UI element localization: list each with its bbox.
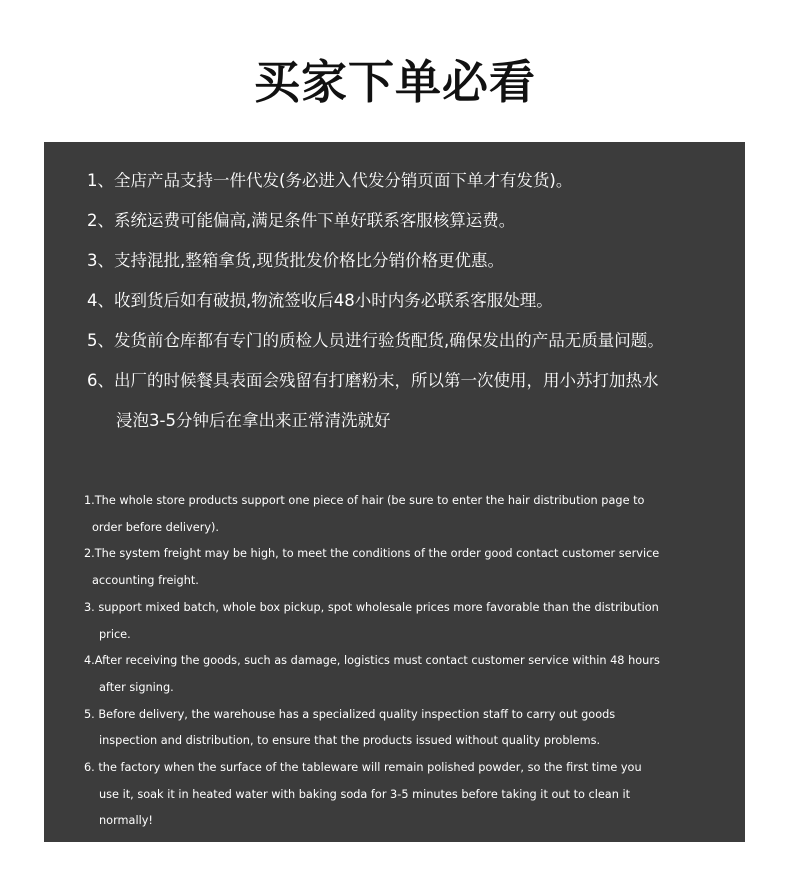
notice-item-en-5-line-2: inspection and distribution, to ensure that the products issued without quality problems. [99,734,601,748]
notice-item-en-1-line-1: 1.The whole store products support one piece of hair (be sure to enter the hair distribution page to [84,494,645,507]
notice-item-cn-2: 2、系统运费可能偏高,满足条件下单好联系客服核算运费。 [87,211,516,230]
notice-list-chinese [87,170,727,450]
notice-item-en-4 [84,648,734,701]
notice-item-en-6-line-1: 6. the factory when the surface of the tableware will remain polished powder, so the first time you [84,761,642,775]
notice-item-en-3 [84,595,734,648]
notice-item-cn-6-continued: 浸泡3-5分钟后在拿出来正常清洗就好 [116,411,391,430]
notice-list-english [84,488,734,835]
notice-item-en-6-line-2: use it, soak it in heated water with baking soda for 3-5 minutes before taking it out to clean it [99,787,631,801]
notice-item-en-4-line-1: 4.After receiving the goods, such as damage, logistics must contact customer service within 48 hours [84,654,660,668]
page-title: 买家下单必看 [254,55,536,109]
notice-panel [44,142,745,842]
notice-item-en-4-line-2: after signing. [99,680,174,694]
notice-item-en-2-line-2: accounting freight. [92,574,199,588]
notice-item-cn-6: 6、出厂的时候餐具表面会残留有打磨粉末，所以第一次使用，用小苏打加热水 [87,371,659,390]
notice-item-en-6 [84,755,734,835]
notice-item-cn-5: 5、发货前仓库都有专门的质检人员进行验货配货,确保发出的产品无质量问题。 [87,331,664,350]
notice-item-en-2 [84,541,734,594]
notice-item-cn-3: 3、支持混批,整箱拿货,现货批发价格比分销价格更优惠。 [87,251,504,270]
notice-item-cn-1: 1、全店产品支持一件代发(务必进入代发分销页面下单才有发货)。 [87,171,573,190]
notice-item-en-3-line-1: 3. support mixed batch, whole box pickup, spot wholesale prices more favorable than the distribution [84,600,659,614]
notice-item-en-3-line-2: price. [99,627,131,641]
notice-item-cn-4: 4、收到货后如有破损,物流签收后48小时内务必联系客服处理。 [87,291,553,310]
notice-item-en-1-line-2: order before delivery). [92,520,220,534]
notice-item-en-1 [84,488,734,541]
notice-item-en-6-line-3: normally! [99,814,153,828]
notice-item-en-5-line-1: 5. Before delivery, the warehouse has a specialized quality inspection staff to carry out goods [84,707,616,721]
notice-item-en-2-line-1: 2.The system freight may be high, to meet the conditions of the order good contact customer service [84,547,660,561]
notice-item-en-5 [84,702,734,755]
